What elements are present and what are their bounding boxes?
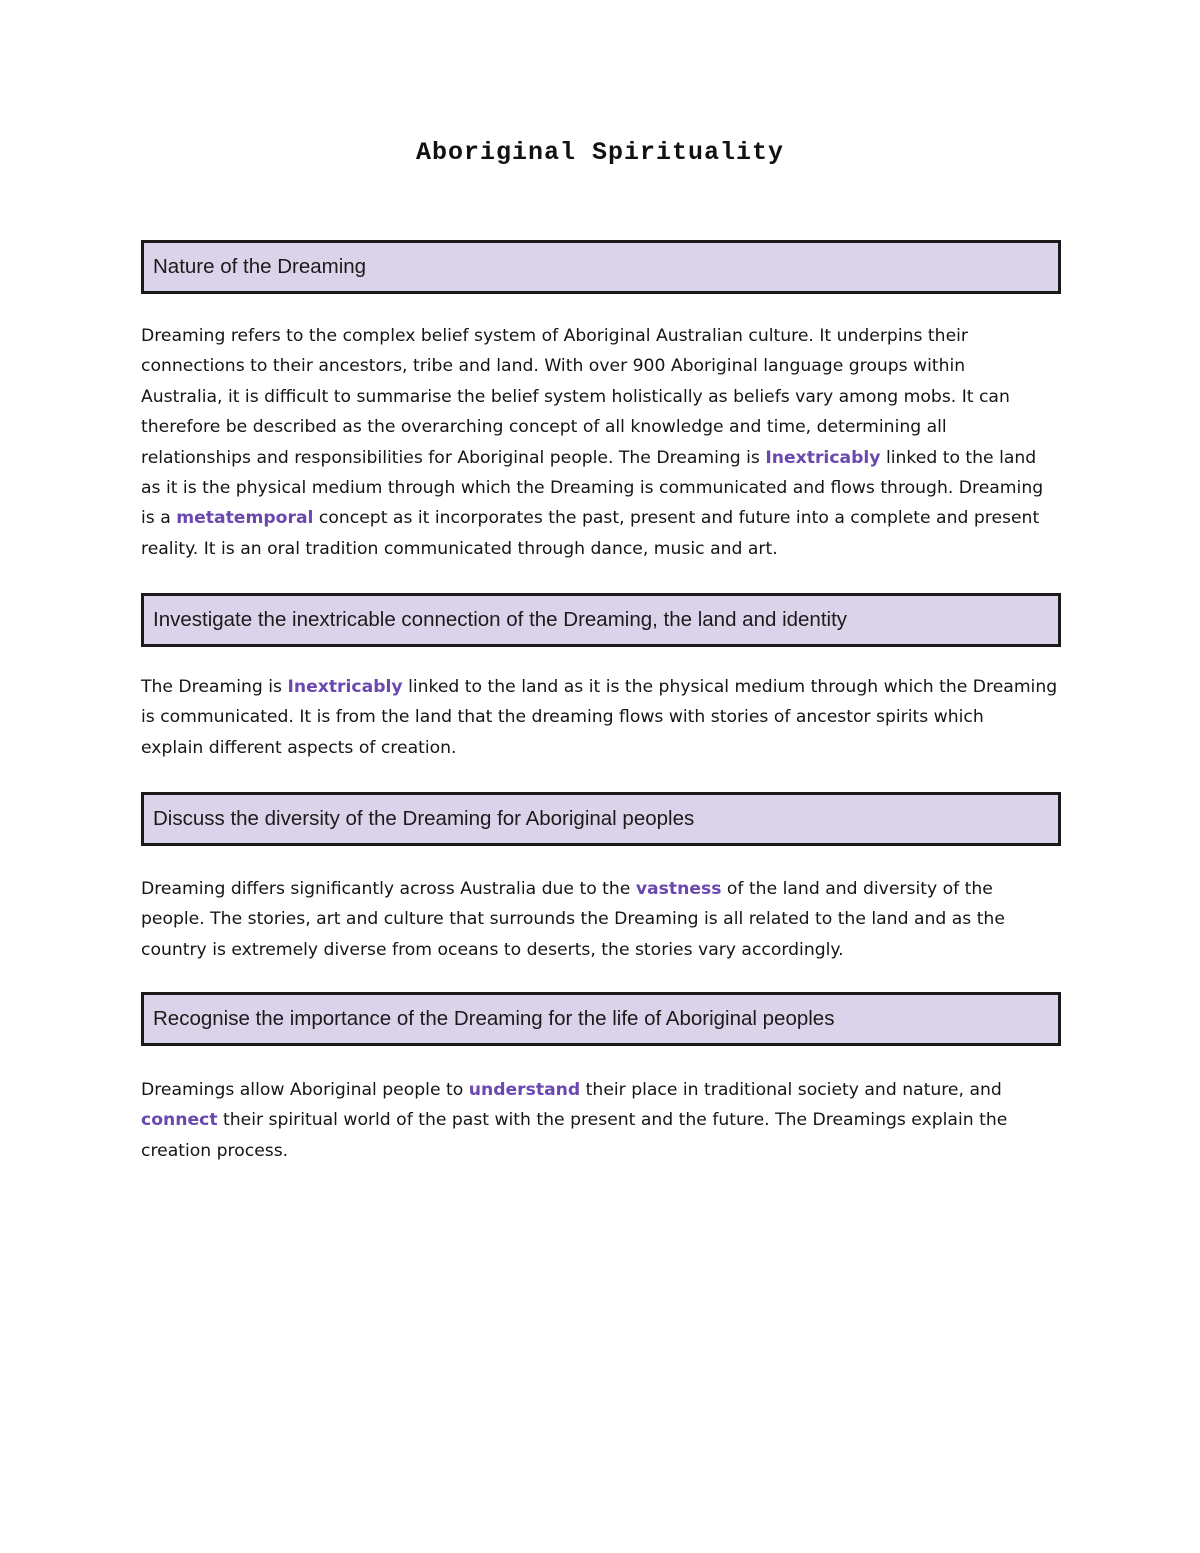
section-heading-box-diversity (141, 792, 1061, 846)
section-heading: Discuss the diversity of the Dreaming for Aboriginal peoples (153, 807, 695, 830)
highlighted-term: understand (468, 1080, 581, 1100)
paragraph-line: explain different aspects of creation. (141, 737, 457, 758)
paragraph-line: relationships and responsibilities for Aboriginal people. The Dreaming is Inextricably linked to the land (141, 447, 1037, 468)
section-heading: Recognise the importance of the Dreaming for the life of Aboriginal peoples (153, 1007, 835, 1030)
paragraph-line: Dreamings allow Aboriginal people to understand their place in traditional society and nature, and (141, 1080, 1002, 1100)
section-paragraph-nature (141, 321, 1066, 564)
paragraph-line: Dreaming differs significantly across Australia due to the vastness of the land and diversity of the (141, 879, 993, 899)
paragraph-line: connect their spiritual world of the past with the present and the future. The Dreamings explain the (141, 1110, 1008, 1131)
paragraph-line: is a metatemporal concept as it incorporates the past, present and future into a complete and present (141, 508, 1040, 529)
paragraph-line: Australia, it is difficult to summarise the belief system holistically as beliefs vary among mobs. It can (141, 386, 1010, 407)
paragraph-line: people. The stories, art and culture that surrounds the Dreaming is all related to the land and as the (141, 909, 1005, 930)
highlighted-term: Inextricably (287, 677, 403, 697)
section-heading-box-importance (141, 992, 1061, 1046)
paragraph-line: country is extremely diverse from oceans to deserts, the stories vary accordingly. (141, 939, 844, 960)
paragraph-line: reality. It is an oral tradition communicated through dance, music and art. (141, 538, 778, 559)
highlighted-term: vastness (635, 879, 722, 899)
paragraph-line: is communicated. It is from the land that the dreaming flows with stories of ancestor spirits which (141, 707, 984, 728)
paragraph-line: creation process. (141, 1140, 289, 1161)
document-title: Aboriginal Spirituality (415, 138, 785, 167)
paragraph-line: therefore be described as the overarching concept of all knowledge and time, determining all (141, 417, 947, 438)
section-paragraph-diversity (141, 874, 1066, 965)
paragraph-line: as it is the physical medium through which the Dreaming is communicated and flows through. Dreaming (141, 478, 1044, 499)
paragraph-line: connections to their ancestors, tribe and land. With over 900 Aboriginal language groups within (141, 356, 966, 377)
section-heading: Nature of the Dreaming (153, 255, 367, 278)
paragraph-line: Dreaming refers to the complex belief system of Aboriginal Australian culture. It underpins their (141, 326, 968, 346)
paragraph-line: The Dreaming is Inextricably linked to the land as it is the physical medium through which the Dreaming (141, 677, 1058, 697)
section-paragraph-inextricable (141, 672, 1066, 763)
section-heading: Investigate the inextricable connection of the Dreaming, the land and identity (153, 608, 848, 631)
section-paragraph-importance (141, 1075, 1066, 1166)
section-heading-box-nature (141, 240, 1061, 294)
section-heading-box-inextricable (141, 593, 1061, 647)
highlighted-term: connect (141, 1110, 218, 1131)
highlighted-term: Inextricably (765, 447, 881, 468)
highlighted-term: metatemporal (176, 508, 314, 529)
